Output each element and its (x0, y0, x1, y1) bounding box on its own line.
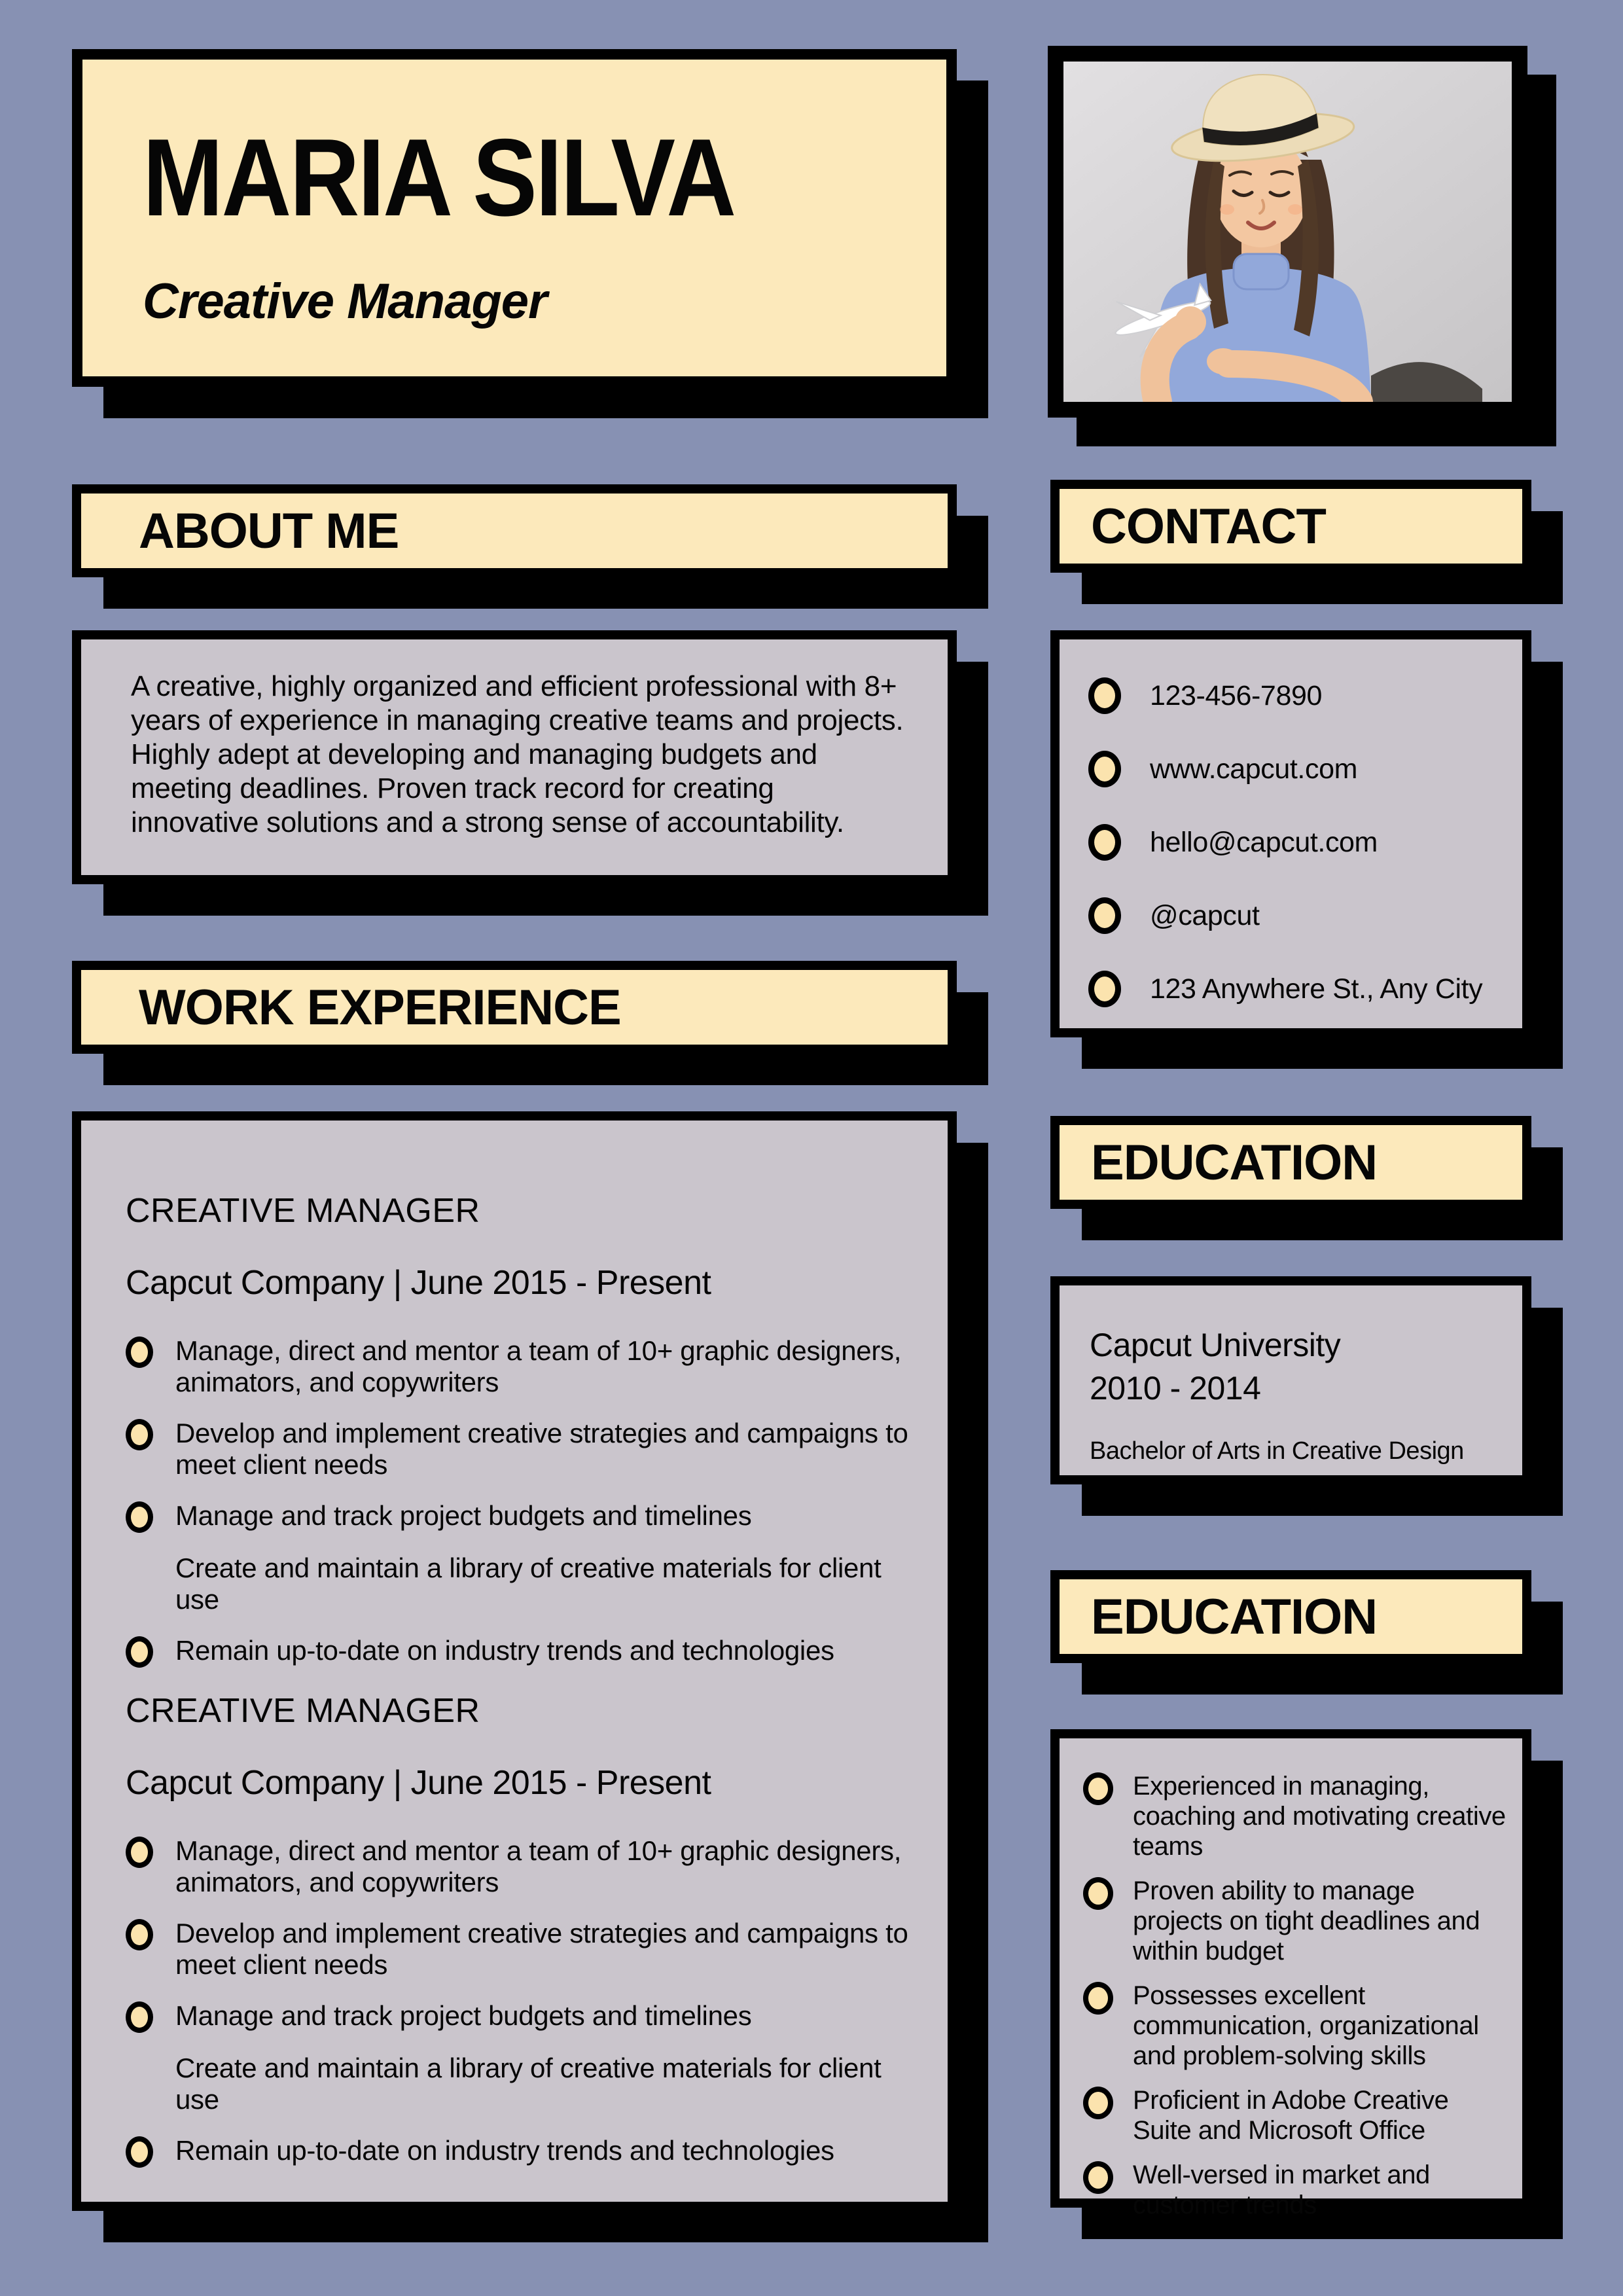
job-bullet (126, 1335, 911, 1398)
job-bullet (126, 1418, 911, 1480)
work-heading: WORK EXPERIENCE (139, 979, 621, 1035)
person-name: MARIA SILVA (143, 116, 735, 239)
name-panel (72, 49, 957, 387)
education-section-header (1050, 1116, 1531, 1209)
education-years: 2010 - 2014 (1090, 1370, 1261, 1407)
bullet-circle-icon (1088, 897, 1121, 934)
job-bullet-text: Remain up-to-date on industry trends and technologies (175, 1635, 834, 1666)
contact-item-phone (1088, 677, 1509, 714)
person-role: Creative Manager (143, 274, 547, 329)
skills-section-header (1050, 1570, 1531, 1663)
contact-text: 123 Anywhere St., Any City (1150, 973, 1483, 1005)
skill-item (1083, 2160, 1510, 2220)
work-section-header (72, 961, 957, 1054)
contact-item-address (1088, 971, 1509, 1007)
bullet-circle-icon (1083, 1772, 1113, 1805)
job-bullet (126, 1835, 911, 1898)
contact-panel (1050, 630, 1531, 1037)
skill-item (1083, 1981, 1510, 2071)
about-section-header (72, 484, 957, 577)
job-bullet-text: Manage, direct and mentor a team of 10+ graphic designers, animators, and copywriters (175, 1335, 902, 1397)
skill-text: Proficient in Adobe Creative Suite and Microsoft Office (1133, 2086, 1449, 2145)
bullet-circle-icon (1088, 677, 1121, 714)
profile-photo-frame (1048, 46, 1527, 418)
skill-text: Proven ability to manage projects on tight deadlines and within budget (1133, 1876, 1480, 1965)
about-text: A creative, highly organized and efficient professional with 8+ years of experience in managing creative teams and projects. Highly adept at developing and managing budgets and meeting deadlines. Proven track record for creating innovative solutions and a strong sense of accountability. (131, 670, 904, 838)
education-heading: EDUCATION (1091, 1134, 1378, 1191)
bullet-circle-icon (126, 2136, 153, 2168)
bullet-circle-icon (126, 1419, 153, 1450)
bullet-circle-icon (1083, 2161, 1113, 2194)
job-bullet-text: Create and maintain a library of creative materials for client use (175, 2053, 882, 2115)
bullet-circle-icon (1088, 971, 1121, 1007)
skills-heading: EDUCATION (1091, 1588, 1378, 1645)
bullet-circle-icon (1083, 1982, 1113, 2015)
contact-text: 123-456-7890 (1150, 679, 1322, 711)
job-bullet (126, 1635, 911, 1668)
job-title: CREATIVE MANAGER (126, 1192, 480, 1230)
contact-item-social (1088, 897, 1509, 934)
bullet-circle-icon (126, 1336, 153, 1368)
job-bullet (126, 1918, 911, 1981)
job-bullet (126, 1500, 911, 1533)
job-entry (126, 1691, 911, 2168)
education-school: Capcut University (1090, 1327, 1341, 1363)
bullet-circle-icon (1083, 1877, 1113, 1910)
contact-heading: CONTACT (1091, 498, 1326, 554)
skill-item (1083, 1876, 1510, 1966)
education-panel (1050, 1276, 1531, 1484)
job-entry (126, 1191, 911, 1668)
contact-section-header (1050, 480, 1531, 573)
bullet-circle-icon (126, 2001, 153, 2033)
contact-text: @capcut (1150, 899, 1260, 931)
bullet-circle-icon (126, 1501, 153, 1533)
contact-text: www.capcut.com (1150, 753, 1358, 785)
about-heading: ABOUT ME (139, 503, 399, 559)
skill-item (1083, 1771, 1510, 1861)
bullet-circle-icon (1083, 2087, 1113, 2119)
bullet-circle-icon (126, 1919, 153, 1950)
job-bullet (126, 2135, 911, 2168)
skill-text: Experienced in managing, coaching and motivating creative teams (1133, 1772, 1506, 1861)
job-bullet-text: Manage, direct and mentor a team of 10+ graphic designers, animators, and copywriters (175, 1835, 902, 1897)
job-bullet (126, 2053, 911, 2115)
bullet-circle-icon (1088, 751, 1121, 787)
job-bullet-text: Manage and track project budgets and timelines (175, 1500, 752, 1531)
about-panel (72, 630, 957, 884)
education-degree: Bachelor of Arts in Creative Design (1090, 1437, 1464, 1465)
job-company-dates: Capcut Company | June 2015 - Present (126, 1264, 711, 1302)
bullet-circle-icon (126, 1636, 153, 1668)
job-bullet-text: Develop and implement creative strategies and campaigns to meet client needs (175, 1918, 908, 1980)
skills-panel (1050, 1729, 1531, 2219)
contact-item-email (1088, 824, 1509, 861)
work-panel (72, 1111, 957, 2211)
job-bullet (126, 2000, 911, 2033)
contact-item-website (1088, 751, 1509, 787)
contact-text: hello@capcut.com (1150, 826, 1378, 858)
job-bullet-text: Develop and implement creative strategies and campaigns to meet client needs (175, 1418, 908, 1480)
bullet-circle-icon (1088, 824, 1121, 861)
job-title: CREATIVE MANAGER (126, 1692, 480, 1730)
skill-text: Possesses excellent communication, organizational and problem-solving skills (1133, 1981, 1479, 2070)
job-company-dates: Capcut Company | June 2015 - Present (126, 1764, 711, 1802)
bullet-circle-icon (126, 1837, 153, 1868)
skill-item (1083, 2085, 1510, 2145)
job-bullet-text: Remain up-to-date on industry trends and technologies (175, 2135, 834, 2166)
job-bullet (126, 1552, 911, 1615)
skill-text: Well-versed in market and customer trends (1133, 2161, 1430, 2219)
job-bullet-text: Manage and track project budgets and timelines (175, 2000, 752, 2031)
profile-photo (1063, 62, 1512, 402)
job-bullet-text: Create and maintain a library of creative materials for client use (175, 1552, 882, 1615)
